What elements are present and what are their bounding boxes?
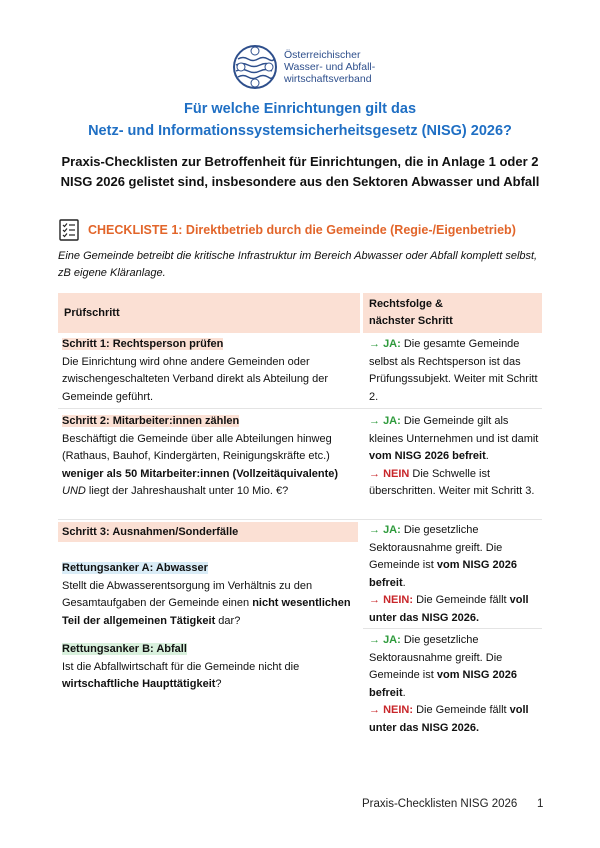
nein-label: NEIN: xyxy=(383,704,414,716)
step3-ja-bold: vom NISG 2026 befreit xyxy=(369,559,517,589)
step1-text: Die Einrichtung wird ohne andere Gemeinden oder zwischengeschalteten Verband direkt als Abteilung der Gemeinde geführt. xyxy=(62,355,329,403)
anker-b-heading: Rettungsanker B: Abfall xyxy=(62,643,187,655)
anker-a-text-1: Stellt die Abwasserentsorgung im Verhältnis zu den Gesamtaufgaben der Gemeinde einen xyxy=(62,579,313,609)
step3b-ja-bold: vom NISG 2026 befreit xyxy=(369,669,517,699)
step3-nein-bold: voll unter das NISG 2026. xyxy=(369,594,529,624)
table-row-step2-right xyxy=(369,413,543,501)
step2-nein-text: Die Schwelle ist überschritten. Weiter mit Schritt 3. xyxy=(369,467,535,497)
subtitle-line-2: NISG 2026 gelistet sind, insbesondere aus den Sektoren Abwasser und Abfall xyxy=(60,174,540,189)
header-label-rechtsfolge-1: Rechtsfolge & xyxy=(369,298,443,310)
nein-label: NEIN xyxy=(383,467,410,480)
step2-und: UND xyxy=(62,485,86,497)
ja-label: JA: xyxy=(383,634,401,646)
logo-emblem-icon xyxy=(232,44,278,90)
table-row-step3b-right xyxy=(369,632,543,737)
step3b-nein-bold: voll unter das NISG 2026. xyxy=(369,704,529,734)
step2-bold: weniger als 50 Mitarbeiter:innen (Vollzeitäquivalente) xyxy=(62,467,339,480)
step3-ja-end: . xyxy=(402,576,406,589)
anker-b-text-2: ? xyxy=(215,678,222,690)
table-row-step1-right xyxy=(369,336,543,406)
subtitle-line-1: Praxis-Checklisten zur Betroffenheit für Einrichtungen, die in Anlage 1 oder 2 xyxy=(61,154,539,169)
step2-text-1: Beschäftigt die Gemeinde über alle Abteilungen hinweg (Rathaus, Bauhof, Kindergärten, Reinigungskräfte etc.) xyxy=(62,432,332,462)
logo-line-1: Österreichischer xyxy=(284,49,361,61)
anker-a-heading: Rettungsanker A: Abwasser xyxy=(62,562,208,574)
step3-ja-text: Die gesetzliche Sektorausnahme greift. Die Gemeinde ist xyxy=(369,524,503,571)
arrow-right-icon: → xyxy=(369,524,380,536)
step3b-ja-end: . xyxy=(402,686,406,699)
page-title-line-2: Netz- und Informationssystemsicherheitsgesetz (NISG) 2026? xyxy=(88,123,512,139)
step2-heading: Schritt 2: Mitarbeiter:innen zählen xyxy=(62,415,240,427)
step1-ja-text: Die gesamte Gemeinde selbst als Rechtsperson ist das Prüfungssubjekt. Weiter mit Schritt 2. xyxy=(369,338,538,403)
arrow-right-icon: → xyxy=(369,634,380,646)
arrow-right-icon: → xyxy=(369,415,380,427)
checklist-heading xyxy=(58,219,516,241)
nein-label: NEIN: xyxy=(383,594,414,606)
step3-nein-text: Die Gemeinde fällt xyxy=(416,594,507,606)
step2-ja-bold: vom NISG 2026 befreit xyxy=(369,450,486,462)
step2-ja-end: . xyxy=(485,450,489,462)
logo-line-2: Wasser- und Abfall- xyxy=(284,61,376,73)
logo xyxy=(232,42,392,92)
page-number: 1 xyxy=(537,798,544,810)
anker-a-bold: nicht wesentlichen Teil der allgemeinen Tätigkeit xyxy=(62,597,351,627)
ja-label: JA: xyxy=(383,415,401,427)
step3b-ja-text: Die gesetzliche Sektorausnahme greift. Die Gemeinde ist xyxy=(369,634,503,681)
arrow-right-icon: → xyxy=(369,467,380,480)
anker-b-text-1: Ist die Abfallwirtschaft für die Gemeinde nicht die xyxy=(62,660,300,673)
arrow-right-icon: → xyxy=(369,704,380,716)
checklist-intro: Eine Gemeinde betreibt die kritische Infrastruktur im Bereich Abwasser oder Abfall komplett selbst, zB eigene Kläranlage. xyxy=(58,250,538,279)
anker-b-bold: wirtschaftliche Haupttätigkeit xyxy=(62,678,216,690)
checklist-icon xyxy=(58,219,80,241)
step2-ja-text: Die Gemeinde gilt als kleines Unternehmen und ist damit xyxy=(369,415,539,445)
table-row-step1-left xyxy=(62,336,358,406)
table-row-step2-left xyxy=(62,413,358,501)
logo-line-3: wirtschaftsverband xyxy=(284,73,372,85)
subtitle xyxy=(40,152,560,192)
footer-label: Praxis-Checklisten NISG 2026 xyxy=(362,798,518,810)
table-row-step3-left xyxy=(62,522,358,694)
step3b-nein-text: Die Gemeinde fällt xyxy=(416,704,507,716)
row-divider xyxy=(58,519,542,520)
row-divider xyxy=(58,408,542,409)
header-label-pruefschritt: Prüfschritt xyxy=(64,307,120,319)
ja-label: JA: xyxy=(383,338,401,350)
row-divider xyxy=(363,628,542,629)
table-header-pruefschritt xyxy=(58,293,360,333)
table-header-rechtsfolge xyxy=(363,293,542,333)
arrow-right-icon: → xyxy=(369,338,380,350)
logo-text xyxy=(284,49,375,85)
ja-label: JA: xyxy=(383,524,401,536)
header-label-rechtsfolge-2: nächster Schritt xyxy=(369,315,453,327)
anker-a-text-2: dar? xyxy=(218,614,241,627)
checklist-title: CHECKLISTE 1: Direktbetrieb durch die Gemeinde (Regie-/Eigenbetrieb) xyxy=(88,223,516,237)
step3-heading: Schritt 3: Ausnahmen/Sonderfälle xyxy=(58,522,358,542)
page-title-line-1: Für welche Einrichtungen gilt das xyxy=(183,101,417,117)
step1-heading: Schritt 1: Rechtsperson prüfen xyxy=(62,338,224,350)
step2-text-2: liegt der Jahreshaushalt unter 10 Mio. €? xyxy=(88,485,289,497)
table-row-step3a-right xyxy=(369,522,543,627)
arrow-right-icon: → xyxy=(369,594,380,606)
